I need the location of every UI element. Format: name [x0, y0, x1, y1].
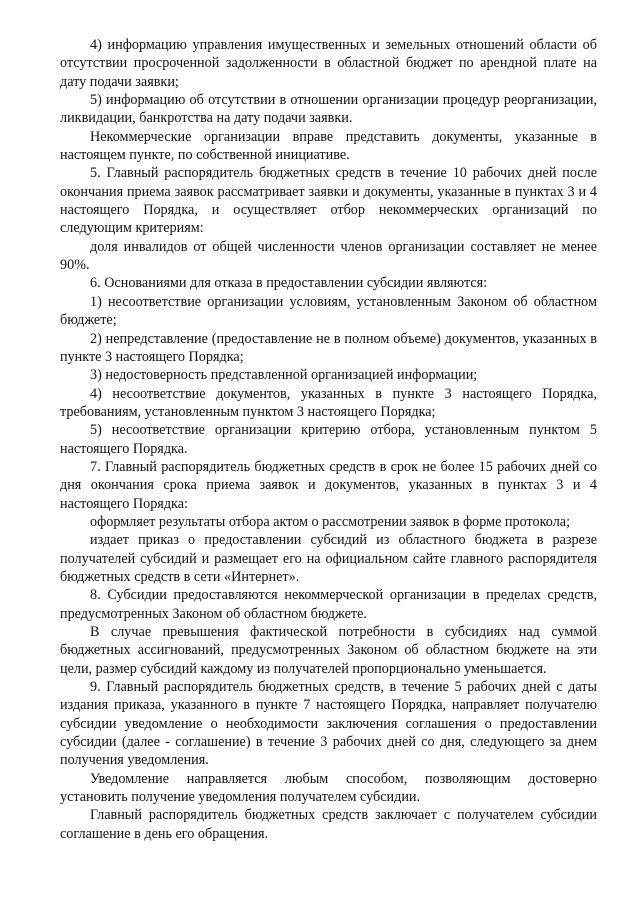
paragraph-refusal-ground-4: 4) несоответствие документов, указанных в пункте 3 настоящего Порядка, требованиям, установленным пунктом 3 настоящего Порядка;	[60, 385, 597, 420]
paragraph-notification-method: Уведомление направляется любым способом, позволяющим достоверно установить получение уведомления получателем субсидии.	[60, 770, 597, 806]
paragraph-clause-6-refusal-grounds: 6. Основаниями для отказа в предоставлении субсидии являются:	[90, 275, 488, 292]
paragraph-clause-9-notification: 9. Главный распорядитель бюджетных средств, в течение 5 рабочих дней с даты издания приказа, указанного в пункте 7 настоящего Порядка, направляет получателю субсидии уведомление о необходимости заключения соглашения о предоставлении субсидии (далее - соглашение) в течение 3 рабочих дней со дня, следующего за днем получения уведомления.	[60, 679, 597, 769]
paragraph-refusal-ground-1: 1) несоответствие организации условиям, установленным Законом об областном бюджете;	[60, 293, 597, 329]
paragraph-clause-8-subsidies: 8. Субсидии предоставляются некоммерческой организации в пределах средств, предусмотренных Законом об областном бюджете.	[60, 587, 597, 622]
paragraph-criterion-disabled-share: доля инвалидов от общей численности членов организации составляет не менее 90%.	[60, 238, 597, 274]
paragraph-refusal-ground-2: 2) непредставление (предоставление не в полном объеме) документов, указанных в пункте 3 настоящего Порядка;	[60, 330, 597, 365]
paragraph-clause-5-selection: 5. Главный распорядитель бюджетных средств в течение 10 рабочих дней после окончания приема заявок рассматривает заявки и документы, указанные в пунктах 3 и 4 настоящего Порядка, и осуществляет отбор некоммерческих организаций по следующим критериям:	[60, 165, 597, 237]
paragraph-clause-7-protocol: оформляет результаты отбора актом о рассмотрении заявок в форме протокола;	[90, 513, 571, 530]
paragraph-clause-7-deadline: 7. Главный распорядитель бюджетных средств в срок не более 15 рабочих дней со дня окончания срока приема заявок и документов, указанных в пунктах 3 и 4 настоящего Порядка:	[60, 458, 597, 512]
document-body	[60, 36, 597, 843]
paragraph-clause-8-excess-demand: В случае превышения фактической потребности в субсидиях над суммой бюджетных ассигнований, предусмотренных Законом об областном бюджете на эти цели, размер субсидий каждому из получателей пропорционально уменьшается.	[60, 624, 597, 677]
paragraph-clause-7-order: издает приказ о предоставлении субсидий из областного бюджета в разрезе получателей субсидий и размещает его на официальном сайте главного распорядителя бюджетных средств в сети «Интернет».	[60, 532, 597, 585]
paragraph-agreement-conclusion: Главный распорядитель бюджетных средств заключает с получателем субсидии соглашение в день его обращения.	[60, 807, 597, 842]
paragraph-item-4-info-property-department: 4) информацию управления имущественных и земельных отношений области об отсутствии просроченной задолженности в областной бюджет по арендной плате на дату подачи заявки;	[60, 37, 597, 90]
paragraph-item-5-info-reorganization: 5) информацию об отсутствии в отношении организации процедур реорганизации, ликвидации, банкротства на дату подачи заявки.	[60, 92, 597, 127]
paragraph-refusal-ground-3: 3) недостоверность представленной организацией информации;	[90, 367, 478, 384]
paragraph-own-initiative-note: Некоммерческие организации вправе представить документы, указанные в настоящем пункте, по собственной инициативе.	[60, 128, 597, 164]
paragraph-refusal-ground-5: 5) несоответствие организации критерию отбора, установленным пунктом 5 настоящего Порядка.	[60, 422, 597, 457]
